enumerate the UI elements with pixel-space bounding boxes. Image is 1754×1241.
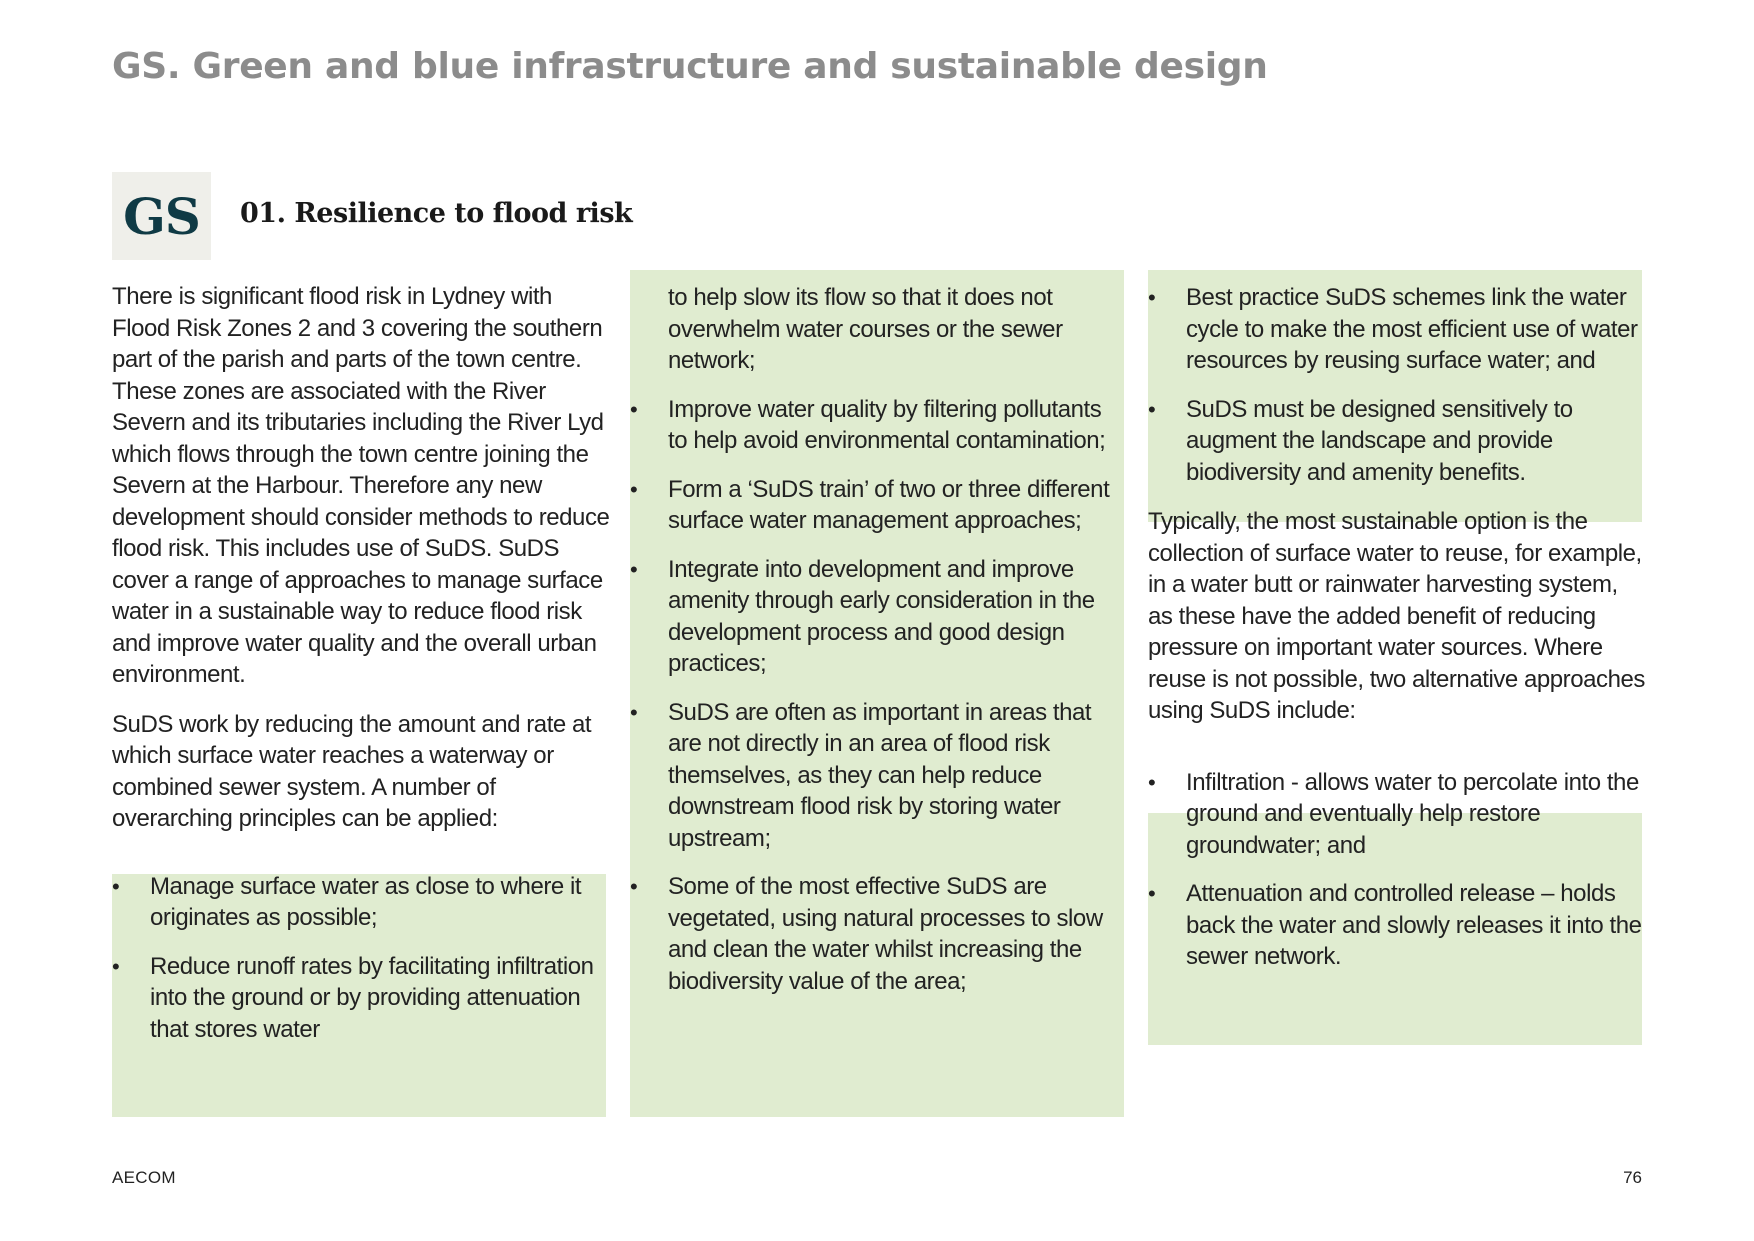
list-item: • Form a ‘SuDS train’ of two or three different surface water management approaches; — [630, 474, 1124, 537]
principles-list-end — [1148, 282, 1648, 488]
list-item: • Best practice SuDS schemes link the water cycle to make the most efficient use of water resources by reusing surface water; and — [1148, 282, 1648, 377]
section-badge: GS — [112, 172, 211, 260]
column-3 — [1148, 282, 1648, 990]
intro-paragraph: There is significant flood risk in Lydney with Flood Risk Zones 2 and 3 covering the southern part of the parish and parts of the town centre. These zones are associated with the River Severn and its tributaries including the River Lyd which flows through the town centre joining the Severn at the Harbour. Therefore any new development should consider methods to reduce flood risk. This includes use of SuDS. SuDS cover a range of approaches to manage surface water in a sustainable way to reduce flood risk and improve water quality and the overall urban environment. — [112, 283, 610, 688]
alternative-approaches-list — [1148, 767, 1648, 973]
principles-paragraph: SuDS work by reducing the amount and rate at which surface water reaches a waterway or combined sewer system. A number of overarching principles can be applied: — [112, 710, 592, 832]
footer-brand: AECOM — [112, 1168, 176, 1187]
section-title: 01. Resilience to flood risk — [240, 198, 633, 229]
list-item: • Some of the most effective SuDS are vegetated, using natural processes to slow and clean the water whilst increasing the biodiversity value of the area; — [630, 871, 1124, 997]
column-2 — [630, 282, 1124, 1014]
list-item-continuation: to help slow its flow so that it does not overwhelm water courses or the sewer network; — [668, 284, 1063, 374]
reuse-paragraph: Typically, the most sustainable option is the collection of surface water to reuse, for example, in a water butt or rainwater harvesting system, as these have the added benefit of reducing pressure on important water sources. Where reuse is not possible, two alternative approaches using SuDS include: — [1148, 508, 1645, 724]
list-item: • Infiltration - allows water to percolate into the ground and eventually help restore groundwater; and — [1148, 767, 1648, 862]
list-item: • Improve water quality by filtering pollutants to help avoid environmental contamination; — [630, 394, 1124, 457]
list-item: • Reduce runoff rates by facilitating infiltration into the ground or by providing attenuation that stores water — [112, 951, 612, 1046]
column-1 — [112, 281, 612, 1062]
list-item: • Integrate into development and improve amenity through early consideration in the development process and good design practices; — [630, 554, 1124, 680]
page-header-title: GS. Green and blue infrastructure and sustainable design — [112, 46, 1268, 87]
principles-list — [112, 871, 612, 1046]
list-item: • SuDS must be designed sensitively to augment the landscape and provide biodiversity and amenity benefits. — [1148, 394, 1648, 489]
list-item: • Attenuation and controlled release – holds back the water and slowly releases it into the sewer network. — [1148, 878, 1648, 973]
page-number: 76 — [1623, 1168, 1642, 1187]
list-item: • Manage surface water as close to where it originates as possible; — [112, 871, 612, 934]
principles-list-continued — [630, 394, 1124, 998]
list-item: • SuDS are often as important in areas that are not directly in an area of flood risk themselves, as they can help reduce downstream flood risk by storing water upstream; — [630, 697, 1124, 855]
